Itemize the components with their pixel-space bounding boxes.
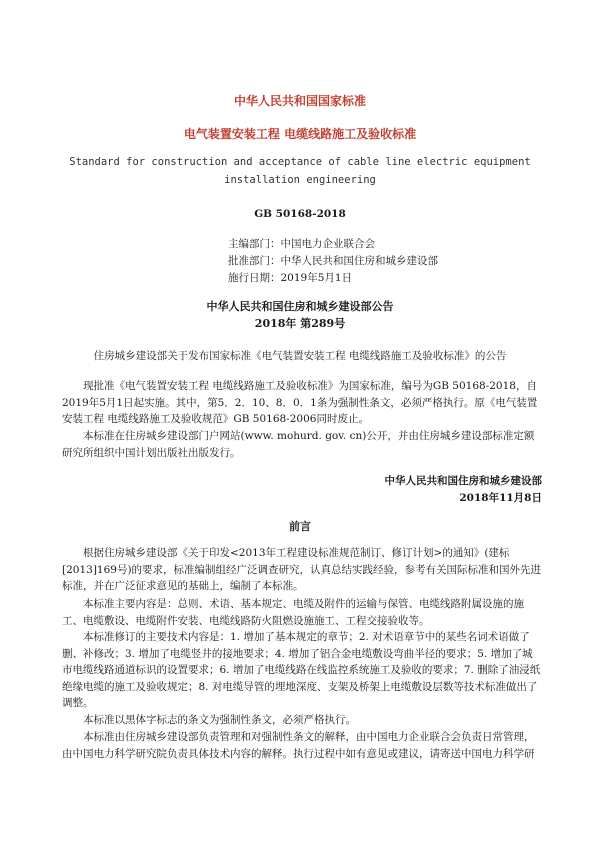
- approval-department: 批准部门：中华人民共和国住房和城乡建设部: [228, 255, 438, 267]
- notice-subtitle: 住房城乡建设部关于发布国家标准《电气装置安装工程 电缆线路施工及验收标准》的公告: [93, 350, 507, 362]
- standard-title-en: Standard for construction and acceptance of cable line electric equipment installation engineering: [69, 156, 531, 186]
- foreword-title: 前言: [289, 520, 311, 533]
- notice-number: 2018年 第289号: [254, 317, 346, 330]
- signature-date: 2018年11月8日: [459, 492, 542, 504]
- notice-heading: [0, 298, 600, 332]
- national-standard-heading: 中华人民共和国国家标准: [233, 94, 366, 108]
- standard-title-cn: 电气装置安装工程 电缆线路施工及验收标准: [183, 127, 417, 141]
- foreword-paragraph: 本标准主要内容是：总则、术语、基本规定、电缆及附件的运输与保管、电缆线路附属设施的施工、电缆敷设、电缆附件安装、电缆线路防火阻燃设施施工、工程交接验收等。: [62, 598, 524, 627]
- standard-meta: [228, 236, 438, 287]
- foreword-paragraph: 根据住房城乡建设部《关于印发<2013年工程建设标准规范制订、修订计划>的通知》(建标[2013]169号)的要求，标准编制组经广泛调查研究，认真总结实践经验，参考有关国际标准和国外先进标准，并在广泛征求意见的基础上，编制了本标准。: [62, 547, 542, 592]
- notice-paragraph: 现批准《电气装置安装工程 电缆线路施工及验收标准》为国家标准，编号为GB 50168-2018，自2019年5月1日起实施。其中，第5．2．10、8．0．1条为强制性条文，必须严格执行。原《电气装置安装工程 电缆线路施工及验收规范》GB 50168-2006同时废止。: [62, 380, 538, 425]
- foreword-paragraph: 本标准修订的主要技术内容是：1. 增加了基本规定的章节；2. 对术语章节中的某些名词术语做了删、补修改；3. 增加了电缆竖井的接地要求；4. 增加了铝合金电缆敷设弯曲半径的要求；5. 增加了城市电缆线路通道标识的设置要求；6. 增加了电缆线路在线监控系统施工及验收的要求；7. 删除了油浸纸绝缘电缆的施工及验收规定；8. 对电缆导管的埋地深度、支架及桥架上电缆敷设层数等技术标准做出了调整。: [62, 631, 541, 709]
- standard-code: GB 50168-2018: [254, 208, 346, 220]
- notice-paragraph: 本标准在住房城乡建设部门户网站(www. mohurd. gov. cn)公开，并由住房城乡建设部标准定额研究所组织中国计划出版社出版发行。: [62, 430, 535, 459]
- foreword-paragraph: 本标准由住房城乡建设部负责管理和对强制性条文的解释，由中国电力企业联合会负责日常管理，由中国电力科学研究院负责具体技术内容的解释。执行过程中如有意见或建议，请寄送中国电力科学研: [62, 731, 535, 760]
- signer: 中华人民共和国住房和城乡建设部: [384, 475, 542, 487]
- notice-issuer: 中华人民共和国住房和城乡建设部公告: [206, 300, 394, 313]
- effective-date: 施行日期：2019年5月1日: [228, 272, 353, 284]
- notice-signature: [385, 473, 543, 507]
- editor-department: 主编部门：中国电力企业联合会: [228, 238, 375, 250]
- foreword-paragraph: 本标准以黑体字标志的条文为强制性条文，必须严格执行。: [83, 714, 356, 726]
